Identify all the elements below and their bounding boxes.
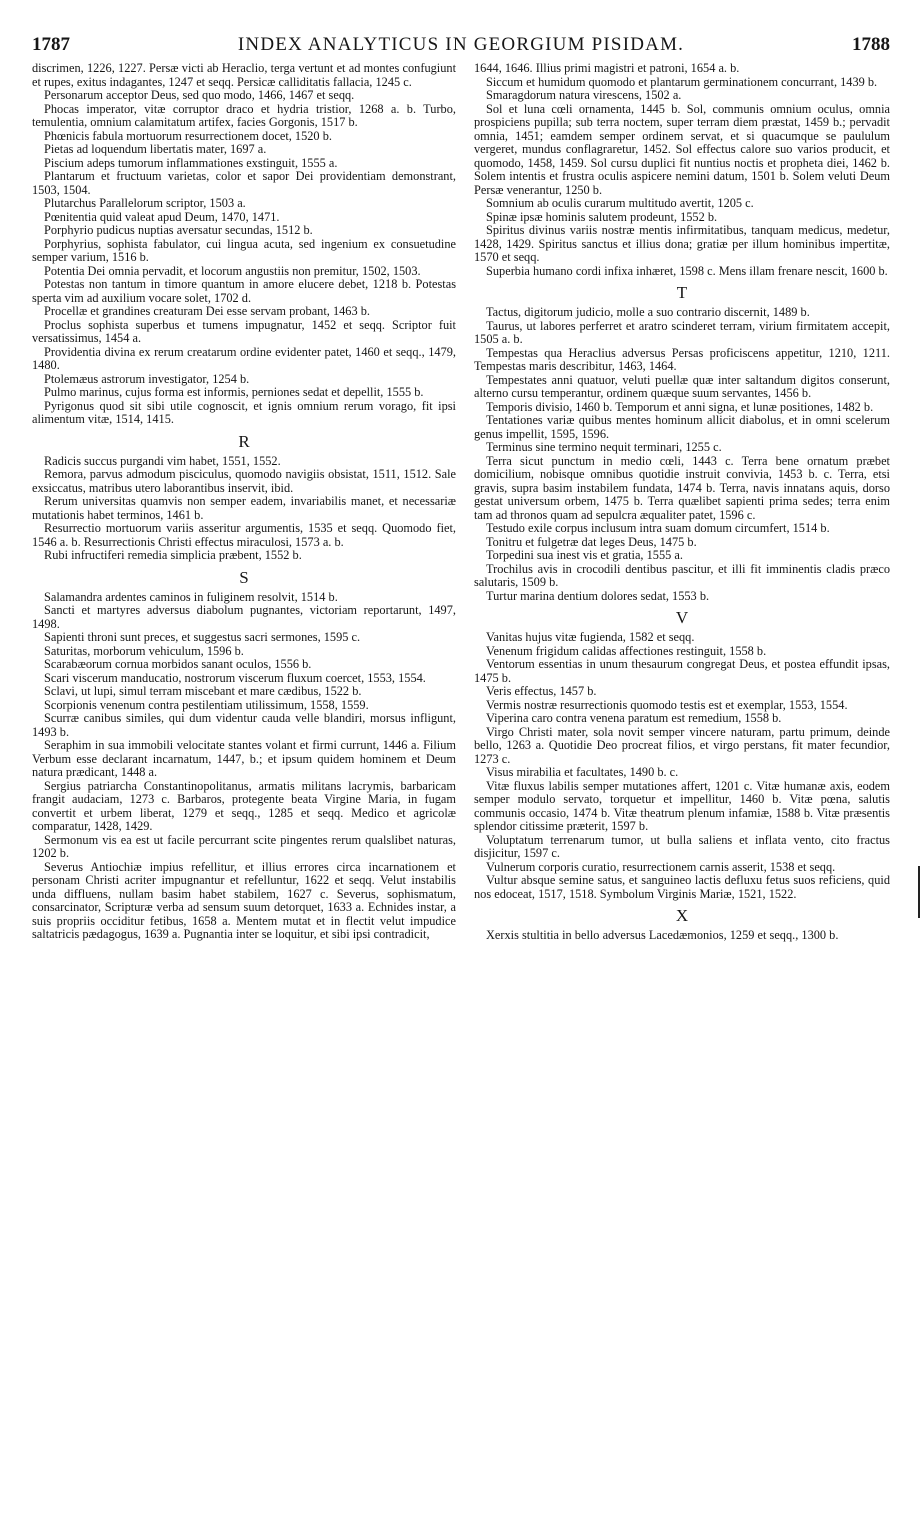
index-entry: Remora, parvus admodum pisciculus, quomodo navigiis obsistat, 1511, 1512. Sale exsiccatus, matribus utero laborantibus inservit, ibid. bbox=[32, 467, 456, 495]
page-number-left: 1787 bbox=[32, 34, 70, 55]
index-entry: Pyrigonus quod sit sibi utile cognoscit, et ignis omnium rerum vorago, fit ipsi alimentum vitæ, 1514, 1415. bbox=[32, 398, 456, 426]
index-entry: Somnium ab oculis curarum multitudo avertit, 1205 c. bbox=[486, 196, 754, 210]
index-entry: Virgo Christi mater, sola novit semper vincere naturam, partu primum, deinde bello, 1263 a. Quotidie Deo procreat filios, et virgo perstans, fit mater fecundior, 1273 c. bbox=[474, 724, 890, 766]
index-entry: Torpedini sua inest vis et gratia, 1555 a. bbox=[486, 548, 683, 562]
index-entry: Ventorum essentias in unum thesaurum congregat Deus, et postea effundit ipsas, 1475 b. bbox=[474, 657, 890, 685]
index-entry: Pulmo marinus, cujus forma est informis, perniones sedat et depellit, 1555 b. bbox=[44, 385, 424, 399]
index-entry: Personarum acceptor Deus, sed quo modo, 1466, 1467 et seqq. bbox=[44, 88, 355, 102]
index-entry: Proclus sophista superbus et tumens impugnatur, 1452 et seqq. Scriptor fuit versatissimus, 1454 a. bbox=[32, 317, 456, 345]
index-entry: Xerxis stultitia in bello adversus Lacedæmonios, 1259 et seqq., 1300 b. bbox=[486, 928, 839, 942]
index-entry-continuation: 1644, 1646. Illius primi magistri et patroni, 1654 a. b. bbox=[474, 62, 740, 75]
index-entry: Tonitru et fulgetræ dat leges Deus, 1475 b. bbox=[486, 534, 697, 549]
index-entry: Resurrectio mortuorum variis asseritur argumentis, 1535 et seqq. Quomodo fiet, 1546 a. b. Resurrectionis Christi effectus miraculosi, 1573 a. b. bbox=[32, 521, 456, 549]
section-letter: V bbox=[675, 608, 689, 627]
index-entry: Pœnitentia quid valeat apud Deum, 1470, 1471. bbox=[44, 209, 280, 224]
index-entry: Sancti et martyres adversus diabolum pugnantes, victoriam reportarunt, 1497, 1498. bbox=[32, 603, 456, 631]
index-entry: Phocas imperator, vitæ corruptor draco et hydria tristior, 1268 a. b. Turbo, temulentia, omnium calamitatum artifex, facies Gorgonis, 1517 b. bbox=[32, 101, 456, 129]
index-entry: Severus Antiochiæ impius refellitur, et illius errores circa incarnationem et personam Christi acriter impugnantur et refelluntur, 1622 et seqq. Velut instabilis unda diffluens, nullam basim habet stabilem, 1627 c. Severus, sophismatum, consarcinator, Scripturæ verba ad sensum suum detorquet, 1633 a. Echnides instar, a suis propriis occiditur fetibus, 1658 a. Mentem mutat et in flectit velut impudice saltatricis pædagogus, 1639 a. Pugnantia inter se loquitur, et sibi ipsi contradicit, bbox=[32, 859, 456, 941]
index-entry: Plutarchus Parallelorum scriptor, 1503 a. bbox=[44, 196, 246, 210]
index-entry: Smaragdorum natura virescens, 1502 a. bbox=[486, 88, 682, 102]
index-entry: Sapienti throni sunt preces, et suggestus sacri sermones, 1595 c. bbox=[44, 630, 361, 644]
index-entry: Siccum et humidum quomodo et plantarum germinationem concurrant, 1439 b. bbox=[486, 74, 878, 89]
index-entry: Spiritus divinus variis nostræ mentis infirmitatibus, tanquam medicus, medetur, 1428, 1429. Spiritus sanctus et illius dona; gratiæ per illum hominibus impertitæ, 1570 et seqq. bbox=[474, 223, 890, 264]
index-entry: Vultur absque semine satus, et sanguineo lactis defluxu fetus suos reficiens, quid nos edoceat, 1517, 1518. Symbolum Virginis Mariæ, 1521, 1522. bbox=[474, 873, 890, 901]
index-entry: Procellæ et grandines creaturam Dei esse servam probant, 1463 b. bbox=[44, 304, 370, 318]
index-entry: Radicis succus purgandi vim habet, 1551, 1552. bbox=[44, 453, 281, 468]
index-entry: Potestas non tantum in timore quantum in amore elucere debet, 1218 b. Potestas sperta vim ad auxilium vocare solet, 1702 d. bbox=[32, 277, 456, 305]
index-entry: Tentationes variæ quibus mentes hominum allicit diabolus, et in omni scelerum genus impellit, 1595, 1596. bbox=[474, 413, 890, 441]
index-entry: Voluptatum terrenarum tumor, ut bulla saliens et inflata vento, cito fractus disjicitur, 1597 c. bbox=[474, 832, 890, 860]
index-entry: Sol et luna cœli ornamenta, 1445 b. Sol, communis omnium oculus, omnia prospiciens pupilla; sub terra noctem, super terram diem præstat, 1459 b.; pervadit omnia, 1451; eamdem semper ordinem servat, et si quacumque se paululum vergeret, mundus conflagraretur, 1452. Sol effectus calore suo varios producit, et quomodo, 1458, 1459. Sol cursu duplici fit nuntius noctis et propheta diei, 1462 b. Solem intentis et frustra oculis aspicere nemini datum, 1501 b. Solem veluti Deum Persæ venerantur, 1250 b. bbox=[474, 101, 890, 197]
index-entry: Viperina caro contra venena paratum est remedium, 1558 b. bbox=[486, 711, 782, 725]
index-entry: Taurus, ut labores perferret et aratro scinderet terram, virium firmitatem accepit, 1505 a. b. bbox=[474, 318, 890, 346]
index-entry: Vulnerum corporis curatio, resurrectionem carnis asserit, 1538 et seqq. bbox=[486, 859, 836, 874]
index-entry: Terminus sine termino nequit terminari, 1255 c. bbox=[486, 440, 722, 454]
section-letter: S bbox=[239, 567, 249, 587]
index-entry: Testudo exile corpus inclusum intra suam domum circumfert, 1514 b. bbox=[486, 521, 830, 535]
index-entry: Scurræ canibus similes, qui dum videntur cauda velle blandiri, morsus infligunt, 1493 b. bbox=[32, 711, 456, 739]
index-entry: Scorpionis venenum contra pestilentiam utilissimum, 1558, 1559. bbox=[44, 697, 369, 712]
index-entry: Rubi infructiferi remedia simplicia præbent, 1552 b. bbox=[44, 548, 302, 562]
index-entry: Vermis nostræ resurrectionis quomodo testis est et exemplar, 1553, 1554. bbox=[486, 697, 848, 712]
section-letter: X bbox=[675, 906, 689, 925]
page-number-right: 1788 bbox=[852, 34, 890, 55]
index-entry: Scari viscerum manducatio, nostrorum viscerum fluxum coercet, 1553, 1554. bbox=[44, 670, 426, 685]
index-entry: Plantarum et fructuum varietas, color et sapor Dei providentiam demonstrant, 1503, 1504. bbox=[32, 169, 456, 197]
index-entry-continuation: discrimen, 1226, 1227. Persæ victi ab Heraclio, terga vertunt et ad montes confugiunt et rupes, exitus indagantes, 1247 et seqq. Persicæ calliditatis fallacia, 1245 c. bbox=[32, 62, 456, 89]
index-entry: Phœnicis fabula mortuorum resurrectionem docet, 1520 b. bbox=[44, 128, 332, 143]
left-column bbox=[32, 62, 456, 1530]
index-entry: Trochilus avis in crocodili dentibus pascitur, et illi fit imminentis cladis præco salutaris, 1509 b. bbox=[474, 561, 890, 589]
running-title: INDEX ANALYTICUS IN GEORGIUM PISIDAM. bbox=[237, 34, 685, 55]
index-entry: Tempestates anni quatuor, veluti puellæ quæ inter saltandum digitos conserunt, alterno cursu temperantur, ordinem quæque suum servantes, 1456 b. bbox=[474, 372, 890, 400]
index-entry: Turtur marina dentium dolores sedat, 1553 b. bbox=[486, 588, 710, 603]
index-entry: Sermonum vis ea est ut facile percurrant scite pingentes rerum qualslibet naturas, 1202 b. bbox=[32, 832, 456, 860]
index-entry: Pietas ad loquendum libertatis mater, 1697 a. bbox=[44, 142, 267, 156]
index-entry: Venenum frigidum calidas affectiones restinguit, 1558 b. bbox=[486, 643, 767, 658]
index-entry: Vanitas hujus vitæ fugienda, 1582 et seqq. bbox=[486, 630, 695, 644]
section-letter: T bbox=[676, 283, 688, 302]
section-letter: R bbox=[238, 431, 250, 451]
index-entry: Sergius patriarcha Constantinopolitanus, armatis militans lacrymis, barbaricam frangit audaciam, 1273 c. Barbaros, protegente beata Virgine Maria, in fugam convertit et urbem liberat, 1279 et seqq., 1285 et seqq. Medico et agricolæ comparatur, 1428, 1429. bbox=[32, 778, 456, 833]
index-entry: Tempestas qua Heraclius adversus Persas proficiscens appetitur, 1210, 1211. Tempestas maris describitur, 1463, 1464. bbox=[474, 345, 890, 373]
index-entry: Vitæ fluxus labilis semper mutationes affert, 1201 c. Vitæ humanæ axis, eodem semper modulo servato, torquetur et impellitur, 1460 b. Vitæ pœna, salutis communis occasio, 1474 b. Vitæ theatrum plenum infamiæ, 1588 b. Vitæ præsentis splendor citissime præterit, 1597 b. bbox=[474, 778, 890, 833]
index-entry: Porphyrius, sophista fabulator, cui lingua acuta, sed ingenium ex consuetudine semper varium, 1516 b. bbox=[32, 236, 456, 264]
index-entry: Tactus, digitorum judicio, molle a suo contrario discernit, 1489 b. bbox=[486, 305, 810, 319]
index-entry: Piscium adeps tumorum inflammationes exstinguit, 1555 a. bbox=[44, 155, 338, 170]
index-entry: Spinæ ipsæ hominis salutem prodeunt, 1552 b. bbox=[486, 209, 718, 224]
index-entry: Superbia humano cordi infixa inhæret, 1598 c. Mens illam frenare nescit, 1600 b. bbox=[486, 263, 888, 278]
index-entry: Porphyrio pudicus nuptias aversatur secundas, 1512 b. bbox=[44, 223, 313, 237]
right-column bbox=[474, 62, 890, 1530]
page-header bbox=[32, 34, 890, 58]
index-entry: Sclavi, ut lupi, simul terram miscebant et mare cædibus, 1522 b. bbox=[44, 684, 362, 698]
index-entry: Saturitas, morborum vehiculum, 1596 b. bbox=[44, 643, 244, 658]
index-entry: Temporis divisio, 1460 b. Temporum et anni signa, et lunæ positiones, 1482 b. bbox=[486, 399, 874, 414]
index-entry: Salamandra ardentes caminos in fuliginem resolvit, 1514 b. bbox=[44, 589, 338, 604]
index-entry: Veris effectus, 1457 b. bbox=[486, 684, 597, 698]
index-entry: Seraphim in sua immobili velocitate stantes volant et firmi currunt, 1446 a. Filium Verbum esse declarant incarnatum, 1447, b.; et ipsum quidem hominem et Deum natura prædicant, 1448 a. bbox=[32, 738, 456, 779]
index-entry: Ptolemæus astrorum investigator, 1254 b. bbox=[44, 371, 250, 386]
index-entry: Visus mirabilia et facultates, 1490 b. c. bbox=[486, 765, 679, 779]
index-entry: Rerum universitas quamvis non semper eadem, invariabilis manet, et necessariæ mutationis habet terminos, 1461 b. bbox=[32, 494, 456, 522]
index-entry: Terra sicut punctum in medio cœli, 1443 c. Terra bene ornatum præbet domicilium, nobisque omnibus quotidie instruit convivia, 1453 b. c. Terra, etsi gravis, supra basim instabilem fundata, 1474 b. Terra, navis innatans aquis, dorso gestat universum orbem, 1475 b. Terra quælibet sapienti prima sedes; terra enim tam ad thronos quam ad sepulcra æqualiter patet, 1596 c. bbox=[474, 453, 890, 522]
index-entry: Potentia Dei omnia pervadit, et locorum angustiis non premitur, 1502, 1503. bbox=[44, 263, 421, 278]
index-entry: Scarabæorum cornua morbidos sanant oculos, 1556 b. bbox=[44, 657, 312, 671]
index-entry: Providentia divina ex rerum creatarum ordine evidenter patet, 1460 et seqq., 1479, 1480. bbox=[32, 344, 456, 372]
